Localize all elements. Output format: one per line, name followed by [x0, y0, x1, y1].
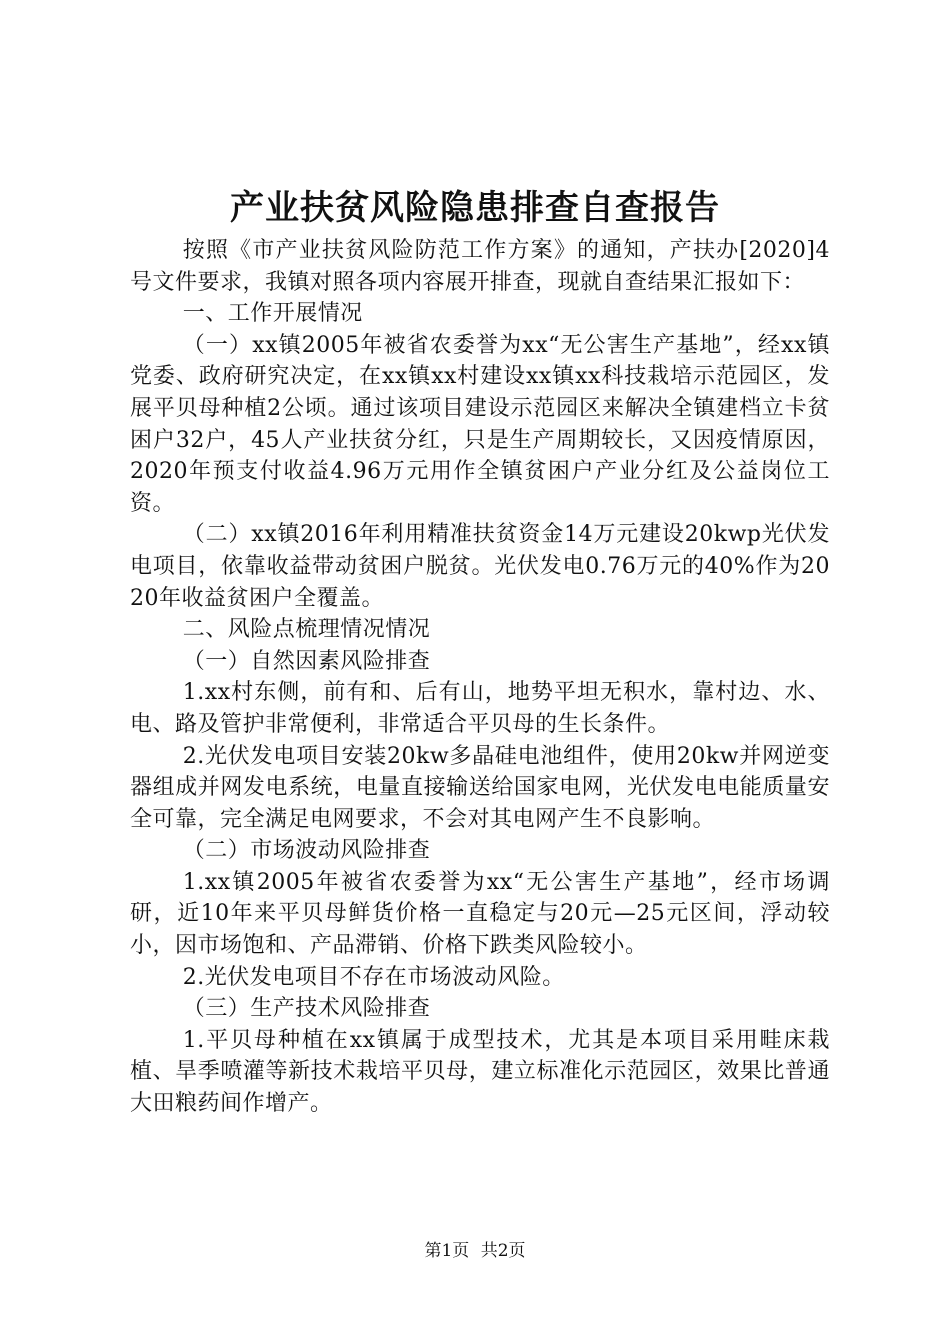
list-item-2-2-2: 2.光伏发电项目不存在市场波动风险。 [182, 964, 565, 990]
subsection-paragraph-1-1: （一）xx镇2005年被省农委誉为xx“无公害生产基地”，经xx镇党委、政府研究决定，在xx镇xx村建设xx镇xx科技栽培示范园区，发展平贝母种植2公顷。通过该项目建设示范园区来解决全镇建档立卡贫困户32户，45人产业扶贫分红，只是生产周期较长，又因疫情原因，2020年预支付收益4.96万元用作全镇贫困户产业分红及公益岗位工资。 [130, 332, 830, 516]
document-body [130, 235, 830, 1120]
intro-paragraph: 按照《市产业扶贫风险防范工作方案》的通知，产扶办[2020]4号文件要求，我镇对照各项内容展开排查，现就自查结果汇报如下： [130, 238, 830, 295]
subsection-heading-2-3: （三）生产技术风险排查 [182, 996, 431, 1022]
page-number: 第1页 [424, 1241, 470, 1261]
list-item-2-1-2: 2.光伏发电项目安装20kw多晶硅电池组件，使用20kw并网逆变器组成并网发电系统，电量直接输送给国家电网，光伏发电电能质量安全可靠，完全满足电网要求，不会对其电网产生不良影响。 [130, 743, 830, 832]
list-item-2-3-1: 1.平贝母种植在xx镇属于成型技术，尤其是本项目采用畦床栽植、旱季喷灌等新技术栽培平贝母，建立标准化示范园区，效果比普通大田粮药间作增产。 [130, 1027, 830, 1117]
subsection-heading-2-1: （一）自然因素风险排查 [182, 648, 431, 674]
list-item-2-2-1: 1.xx镇2005年被省农委誉为xx“无公害生产基地”，经市场调研，近10年来平贝母鲜货价格一直稳定与20元—25元区间，浮动较小，因市场饱和、产品滞销、价格下跌类风险较小。 [130, 869, 830, 959]
subsection-paragraph-1-2: （二）xx镇2016年利用精准扶贫资金14万元建设20kwp光伏发电项目，依靠收益带动贫困户脱贫。光伏发电0.76万元的40%作为2020年收益贫困户全覆盖。 [130, 522, 830, 611]
page-footer [0, 1239, 950, 1263]
page-total: 共2页 [480, 1241, 526, 1261]
list-item-2-1-1: 1.xx村东侧，前有和、后有山，地势平坦无积水，靠村边、水、电、路及管护非常便利，非常适合平贝母的生长条件。 [130, 680, 830, 737]
section-heading-1: 一、工作开展情况 [182, 301, 363, 327]
subsection-heading-2-2: （二）市场波动风险排查 [182, 838, 431, 864]
document-title: 产业扶贫风险隐患排查自查报告 [230, 188, 720, 228]
section-heading-2: 二、风险点梳理情况情况 [182, 617, 431, 643]
